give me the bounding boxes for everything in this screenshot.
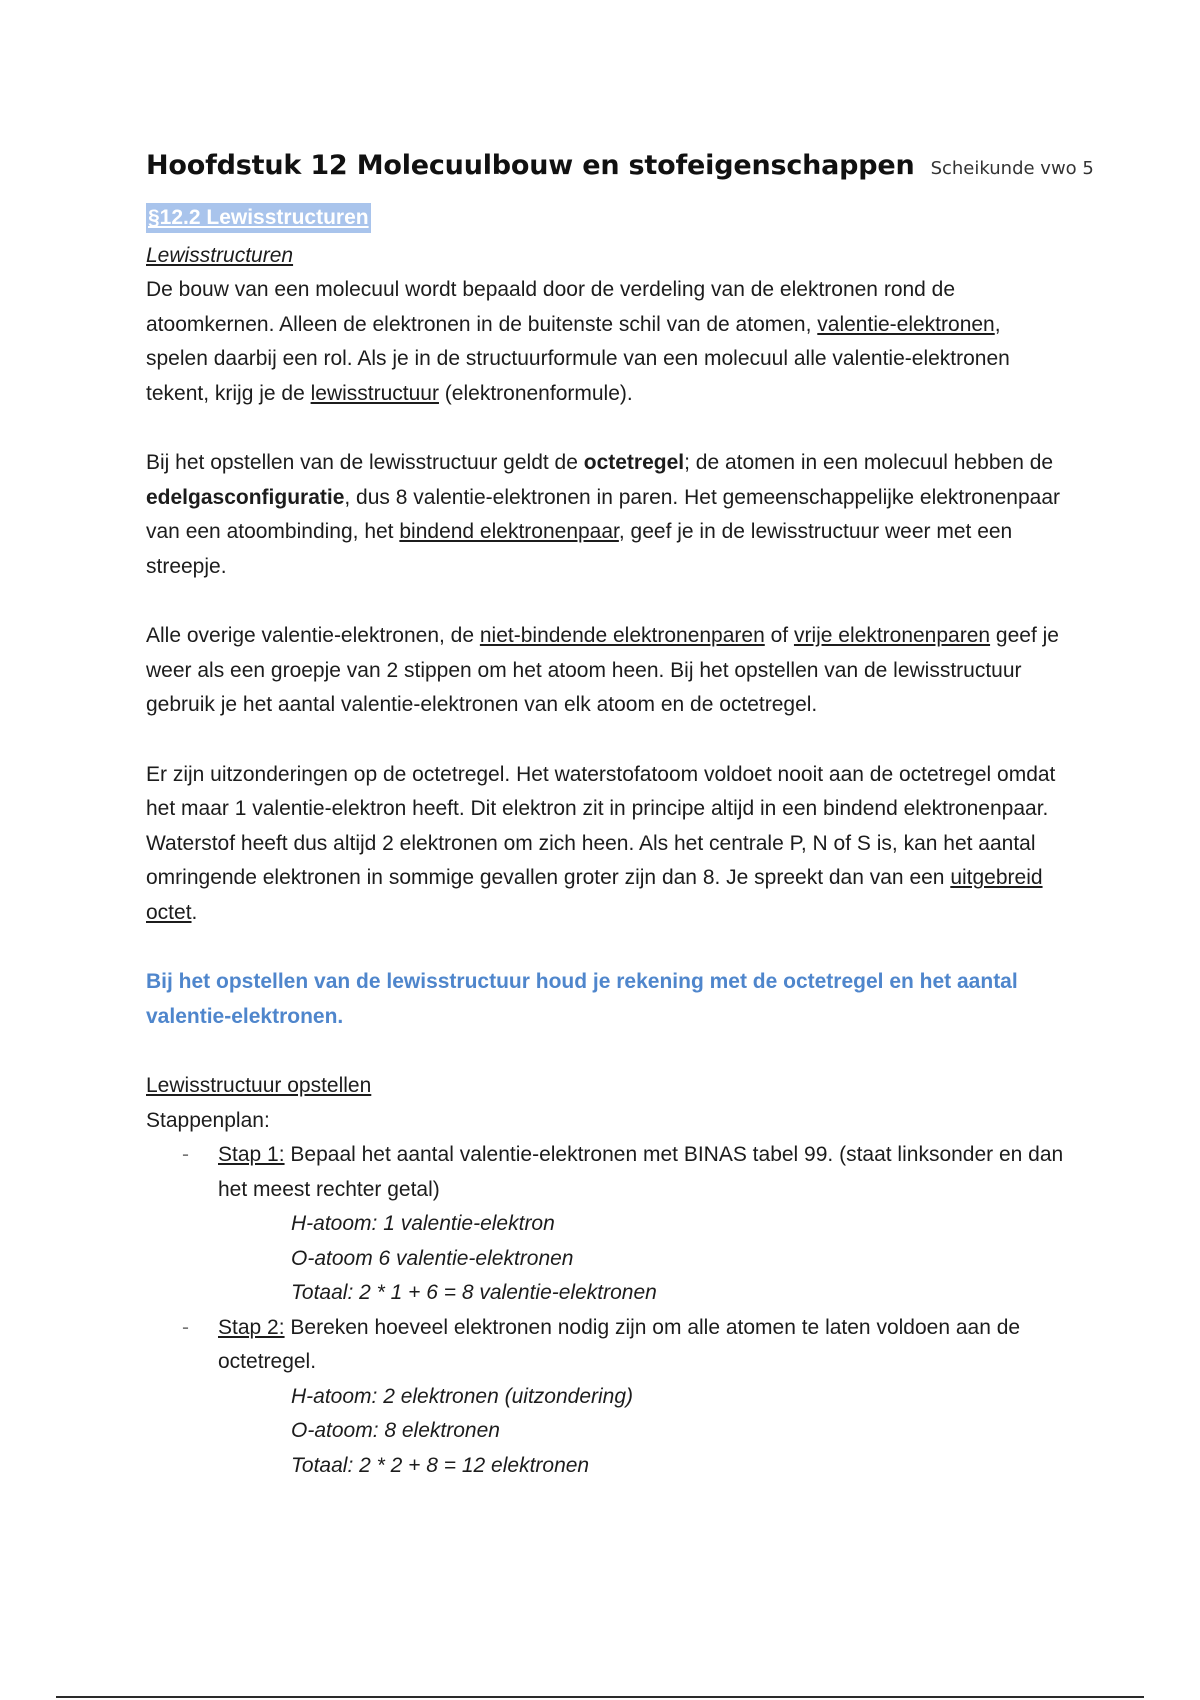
example-line: O-atoom 6 valentie-elektronen bbox=[291, 1246, 574, 1270]
term-edelgasconfiguratie: edelgasconfiguratie bbox=[146, 485, 345, 509]
document-page bbox=[146, 150, 1094, 1483]
text: Alle overige valentie-elektronen, de bbox=[146, 624, 480, 647]
example-line: H-atoom: 1 valentie-elektron bbox=[291, 1212, 555, 1235]
steps-plan-label: Stappenplan: bbox=[146, 1108, 270, 1132]
example-line: Totaal: 2 * 1 + 6 = 8 valentie-elektronen bbox=[291, 1281, 657, 1304]
bullet-dash: - bbox=[182, 1315, 189, 1339]
summary-statement: Bij het opstellen van de lewisstructuur houd je rekening met de octetregel en het aantal valentie-elektronen. bbox=[146, 970, 1018, 1028]
paragraph-2 bbox=[146, 446, 1066, 584]
step-label: Stap 1: bbox=[218, 1143, 285, 1166]
text: . bbox=[191, 900, 198, 924]
subject-label: Scheikunde vwo 5 bbox=[930, 158, 1094, 179]
steps-heading: Lewisstructuur opstellen bbox=[146, 1074, 372, 1097]
bullet-dash: - bbox=[182, 1143, 189, 1166]
text: , dus 8 valentie-elektronen in paren. Het gemeenschappelijke elektronenpaar van een atoombinding, het bbox=[146, 485, 1061, 543]
paragraph-3 bbox=[146, 619, 1066, 723]
list-item-step-1 bbox=[146, 1138, 1066, 1207]
term-octetregel: octetregel bbox=[583, 451, 685, 474]
text: Bij het opstellen van de lewisstructuur geldt de bbox=[146, 451, 584, 474]
page-bottom-divider bbox=[56, 1696, 1144, 1698]
text: , spelen daarbij een rol. Als je in de structuurformule van een molecuul alle valentie-elektronen tekent, krijg je de bbox=[146, 312, 1010, 405]
paragraph-1 bbox=[146, 273, 1066, 411]
list-item-step-2 bbox=[146, 1311, 1066, 1380]
steps-list bbox=[146, 1138, 1066, 1207]
section-link[interactable]: §12.2 Lewisstructuren bbox=[146, 203, 371, 233]
steps-list-continued bbox=[146, 1311, 1066, 1380]
term-niet-bindende-elektronenparen: niet-bindende elektronenparen bbox=[479, 624, 765, 647]
header bbox=[146, 150, 1094, 181]
page-title: Hoofdstuk 12 Molecuulbouw en stofeigenschappen bbox=[146, 150, 915, 181]
step-text: Bepaal het aantal valentie-elektronen met BINAS tabel 99. (staat linksonder en dan het meest rechter getal) bbox=[218, 1143, 1064, 1201]
subheading-lewisstructuren: Lewisstructuren bbox=[146, 244, 294, 267]
text: of bbox=[764, 624, 794, 647]
term-bindend-elektronenpaar: bindend elektronenpaar bbox=[399, 520, 619, 543]
term-valentie-elektronen: valentie-elektronen bbox=[817, 312, 995, 336]
paragraph-4 bbox=[146, 758, 1066, 931]
term-lewisstructuur: lewisstructuur bbox=[310, 381, 439, 405]
text: ; de atomen in een molecuul hebben de bbox=[684, 451, 1054, 474]
example-line: O-atoom: 8 elektronen bbox=[291, 1419, 500, 1442]
step-label: Stap 2: bbox=[218, 1315, 285, 1339]
term-vrije-elektronenparen: vrije elektronenparen bbox=[793, 624, 991, 647]
example-line: Totaal: 2 * 2 + 8 = 12 elektronen bbox=[291, 1453, 590, 1477]
example-line: H-atoom: 2 elektronen (uitzondering) bbox=[291, 1384, 634, 1408]
step-text: Bereken hoeveel elektronen nodig zijn om alle atomen te laten voldoen aan de octetregel. bbox=[218, 1315, 1021, 1373]
text: Er zijn uitzonderingen op de octetregel. Het waterstofatoom voldoet nooit aan de octetregel omdat het maar 1 valentie-elektron heeft. Dit elektron zit in principe altijd in een bindend elektronenpaar. Waterstof heeft dus altijd 2 elektronen om zich heen. Als het centrale P, N of S is, kan het aantal omringende elektronen in sommige gevallen groter zijn dan 8. Je spreekt dan van een bbox=[146, 762, 1056, 889]
text: De bouw van een molecuul wordt bepaald door de verdeling van de elektronen rond de atoomkernen. Alleen de elektronen in de buitenste schil van de atomen, bbox=[146, 278, 956, 336]
text: geef je weer als een groepje van 2 stippen om het atoom heen. Bij het opstellen van de lewisstructuur gebruik je het aantal valentie-elektronen van elk atoom en de octetregel. bbox=[146, 624, 1059, 716]
text: , geef je in de lewisstructuur weer met een streepje. bbox=[146, 520, 1013, 578]
text: (elektronenformule). bbox=[438, 381, 633, 405]
term-uitgebreid-octet: uitgebreid octet bbox=[146, 866, 1043, 924]
